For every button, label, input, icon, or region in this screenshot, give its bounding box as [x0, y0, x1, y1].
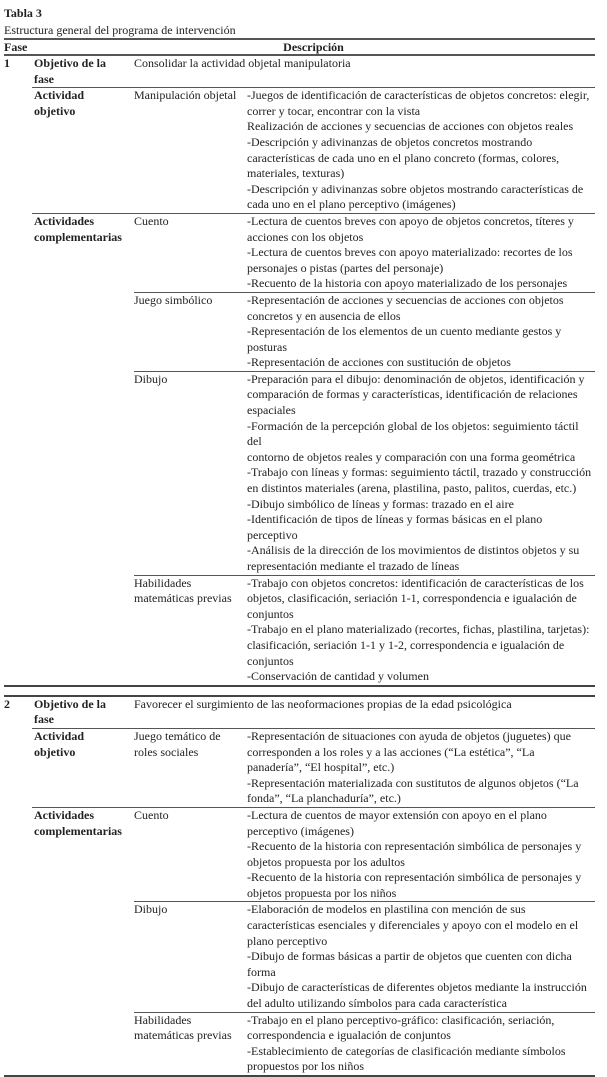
table-subtitle: Estructura general del programa de intervención: [4, 23, 236, 37]
objective-label: Objetivo de la fase: [32, 55, 134, 88]
activity-name: Juego simbólico: [134, 292, 246, 371]
objective-label: Objetivo de la fase: [32, 696, 134, 729]
phase-objective-row: [4, 55, 595, 88]
activity-description: -Elaboración de modelos en plastilina con mención de sus características esenciales y diferenciales y apoyo con el modelo en el plano perceptivo -Dibujo de formas básicas a partir de objetos que cuenten con dicha forma -Dibujo de características de diferentes objetos mediante la instrucción del adulto utilizando símbolos para cada característica: [246, 902, 595, 1012]
activity-description: -Lectura de cuentos de mayor extensión con apoyo en el plano perceptivo (imágenes) -Recuento de la historia con representación simbólica de personajes y objetos propuesta por los adultos -Recuento de la historia con representación simbólica de personajes y objetos propuesta por los niños: [246, 807, 595, 902]
activity-row: [4, 88, 595, 214]
activity-name: Cuento: [134, 807, 246, 902]
header-phase: Fase: [4, 39, 32, 55]
separator-rule: [4, 686, 595, 696]
activity-row: [4, 728, 595, 807]
phase-number: 1: [4, 55, 32, 686]
section-category: Actividad objetivo: [32, 728, 134, 807]
activity-row: [4, 807, 595, 902]
phase-objective-row: [4, 696, 595, 729]
header-description: Descripción: [32, 39, 595, 55]
activity-row: [4, 213, 595, 292]
section-category: Actividades complementarias: [32, 213, 134, 685]
activity-name: Habilidades matemáticas previas: [134, 1012, 246, 1076]
activity-name: Dibujo: [134, 902, 246, 1012]
phase-objective: Favorecer el surgimiento de las neoformaciones propias de la edad psicológica: [134, 696, 595, 729]
program-table: [4, 38, 595, 1077]
activity-description: -Representación de situaciones con ayuda de objetos (juguetes) que corresponden a los roles y a las acciones (“La estética”, “La panadería”, “El hospital”, etc.) -Representación materializada con sustitutos de algunos objetos (“La fonda”, “La planchaduría”, etc.): [246, 728, 595, 807]
header-row: [4, 39, 595, 55]
section-category: Actividades complementarias: [32, 807, 134, 1076]
activity-description: -Trabajo con objetos concretos: identificación de características de los objetos, clasificación, seriación 1-1, correspondencia e igualación de conjuntos -Trabajo en el plano materializado (recortes, fichas, plastilina, tarjetas): clasificación, seriación 1-1 y 1-2, correspondencia e igualación de conjuntos -Conservación de cantidad y volumen: [246, 575, 595, 686]
activity-name: Juego temático de roles sociales: [134, 728, 246, 807]
activity-description: -Juegos de identificación de características de objetos concretos: elegir, correr y tocar, encontrar con la vista Realización de acciones y secuencias de acciones con objetos reales -Descripción y adivinanzas de objetos concretos mostrando características de cada uno en el plano concreto (formas, colores, materiales, texturas) -Descripción y adivinanzas sobre objetos mostrando características de cada uno en el plano perceptivo (imágenes): [246, 88, 595, 214]
phase-separator: [4, 686, 595, 696]
activity-description: -Trabajo en el plano perceptivo-gráfico: clasificación, seriación, correspondencia e igualación de conjuntos -Establecimiento de categorías de clasificación mediante símbolos propuestos por los niños: [246, 1012, 595, 1076]
activity-name: Manipulación objetal: [134, 88, 246, 214]
section-category: Actividad objetivo: [32, 88, 134, 214]
activity-description: -Preparación para el dibujo: denominación de objetos, identificación y comparación de formas y características, identificación de relaciones espaciales -Formación de la percepción global de los objetos: seguimiento táctil del contorno de objetos reales y comparación con una forma geométrica -Trabajo con líneas y formas: seguimiento táctil, trazado y construcción en distintos materiales (arena, plastilina, pasto, palitos, cuerdas, etc.) -Dibujo simbólico de líneas y formas: trazado en el aire -Identificación de tipos de líneas y formas básicas en el plano perceptivo -Análisis de la dirección de los movimientos de distintos objetos y su representación mediante el trazado de líneas: [246, 371, 595, 575]
phase-number: 2: [4, 696, 32, 1076]
table-title: Tabla 3: [4, 6, 42, 20]
activity-name: Dibujo: [134, 371, 246, 575]
activity-description: -Lectura de cuentos breves con apoyo de objetos concretos, títeres y acciones con los objetos -Lectura de cuentos breves con apoyo materializado: recortes de los personajes o pistas (partes del personaje) -Recuento de la historia con apoyo materializado de los personajes: [246, 213, 595, 292]
activity-name: Habilidades matemáticas previas: [134, 575, 246, 686]
phase-objective: Consolidar la actividad objetal manipulatoria: [134, 55, 595, 88]
activity-description: -Representación de acciones y secuencias de acciones con objetos concretos y en ausencia de ellos -Representación de los elementos de un cuento mediante gestos y posturas -Representación de acciones con sustitución de objetos: [246, 292, 595, 371]
activity-name: Cuento: [134, 213, 246, 292]
